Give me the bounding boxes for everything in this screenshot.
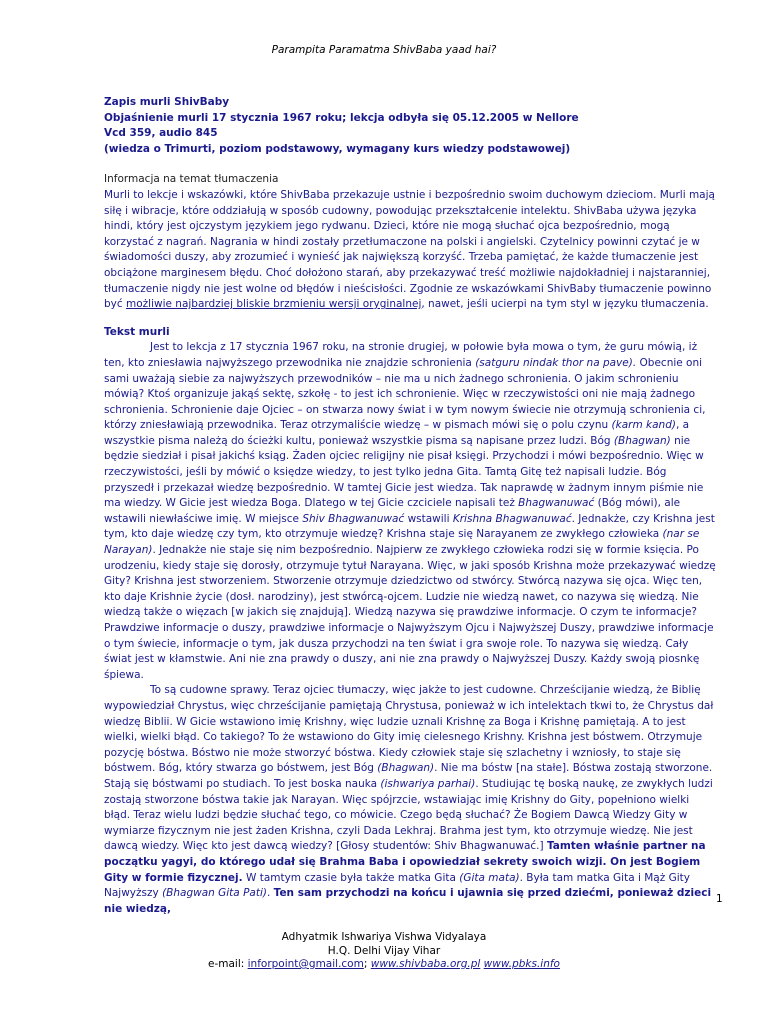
murli-paragraph-1: Jest to lekcja z 17 stycznia 1967 roku, na stronie drugiej, w połowie była mowa o tym, że guru mówią, iż ten, kto zniesławia najwyższego przewodnika nie znajdzie schronienia (satguru nindak thor na pave). Obecnie oni sami uważają siebie za najwyższych przewodników – nie ma u nich żadnego schronienia. O jakim schronieniu mówią? Ktoś organizuje jakąś sektę, szkołę - to jest ich schronienie. Więc w rzeczywistości oni nie mają żadnego schronienia. Schronienie daje Ojciec – on stwarza nowy świat i w tym nowym świecie nie otrzymują schronienia ci, którzy zniesławiają przewodnika. Teraz otrzymaliście wiedzę – w pismach mówi się o polu czynu (karm kand), a wszystkie pisma należą do ścieżki kultu, ponieważ wszystkie pisma są napisane przez ludzi. Bóg (Bhagwan) nie będzie siedział i pisał jakichś ksiąg. Żaden ojciec religijny nie pisał księgi. Przychodzi i mówi bezpośrednio. Więc w rzeczywistości, jeśli by mówić o księdze wiedzy, to jest tylko jedna Gita. Tamtą Gitę też napisali ludzie. Bóg przyszedł i przekazał wiedzę bezpośrednio. W tamtej Gicie jest wiedza. Tak naprawdę w żadnym innym piśmie nie ma wiedzy. W Gicie jest wiedza Boga. Dlatego w tej Gicie czciciele napisali też Bhagwanuwać (Bóg mówi), ale wstawili niewłaściwe imię. W miejsce Shiv Bhagwanuwać wstawili Krishna Bhagwanuwać. Jednakże, czy Krishna jest tym, kto daje wiedzę czy tym, kto otrzymuje wiedzę? Krishna staje się Narayanem ze zwykłego człowieka (nar se Narayan). Jednakże nie staje się nim bezpośrednio. Najpierw ze zwykłego człowieka rodzi się w formie księcia. Po urodzeniu, kiedy staje się dorosły, otrzymuje tytuł Narayana. Więc, w jaki sposób Krishna może przekazywać wiedzę Gity? Krishna jest stworzeniem. Stworzenie otrzymuje dziedzictwo od stwórcy. Stwórcą nazywa się ojca. Więc ten, kto daje Krishnie życie (dosł. narodziny), jest stwórcą-ojcem. Ludzie nie wiedzą nawet, co nazywa się wiedzą. Nie wiedzą także o więzach [w jakich się znajdują]. Wiedzą nazywa się prawdziwe informacje. O czym te informacje? Prawdziwe informacje o duszy, prawdziwe informacje o Najwyższym Ojcu i Najwyższej Duszy, prawdziwe informacje o tym świecie, informacje o tym, jak dusza przychodzi na ten świat i gra swoje role. To nazywa się wiedzą. Cały świat jest w kłamstwie. Ani nie zna prawdy o duszy, ani nie zna prawdy o Najwyższej Duszy. Każdy swoją piosnkę śpiewa. bbox=[104, 341, 716, 681]
email-link[interactable]: inforpoint@gmail.com bbox=[247, 958, 364, 970]
bold-passage: Ten sam przychodzi na końcu i ujawnia się przed dziećmi, ponieważ dzieci nie wiedzą, bbox=[104, 887, 712, 915]
running-header: Parampita Paramatma ShivBaba yaad hai? bbox=[271, 44, 497, 56]
title-line-3: Vcd 359, audio 845 bbox=[104, 127, 218, 140]
website-link-shivbaba[interactable]: www.shivbaba.org.pl bbox=[370, 958, 481, 970]
footer-organization: Adhyatmik Ishwariya Vishwa Vidyalaya bbox=[281, 931, 487, 943]
page-body bbox=[104, 95, 718, 917]
bold-passage: Tamten właśnie partner na początku yagyi, do którego udał się Brahma Baba i opowiedział sekrety swoich wizji. On jest Bogiem Gity w formie fizycznej. bbox=[104, 840, 706, 884]
title-line-4: (wiedza o Trimurti, poziom podstawowy, wymagany kurs wiedzy podstawowej) bbox=[104, 142, 571, 155]
footer-contacts: e-mail: inforpoint@gmail.com; www.shivbaba.org.pl www.pbks.info bbox=[208, 958, 560, 970]
website-link-pbks[interactable]: www.pbks.info bbox=[483, 958, 560, 970]
page-number: 1 bbox=[716, 893, 723, 905]
translation-info-title: Informacja na temat tłumaczenia bbox=[104, 173, 279, 186]
emphasis-underlined: możliwie najbardziej bliskie brzmieniu wersji oryginalnej bbox=[126, 298, 422, 311]
murli-section-title: Tekst murli bbox=[104, 325, 170, 338]
page-footer bbox=[0, 931, 768, 972]
title-line-1: Zapis murli ShivBaby bbox=[104, 96, 230, 108]
title-line-2: Objaśnienie murli 17 stycznia 1967 roku; lekcja odbyła się 05.12.2005 w Nellore bbox=[104, 111, 579, 124]
murli-paragraph-2: To są cudowne sprawy. Teraz ojciec tłumaczy, więc jakże to jest cudowne. Chrześcijanie wiedzą, że Biblię wypowiedział Chrystus, więc chrześcijanie pamiętają Chrystusa, ponieważ w ich intelektach tkwi to, że Chrystus dał wiedzę Biblii. W Gicie wstawiono imię Krishny, więc ludzie uznali Krishnę za Boga i Krishnę pamiętają. A to jest wielki, wielki błąd. Co takiego? To że wstawiono do Gity imię cielesnego Krishny. Krishna jest bóstwem. Otrzymuje pozycję bóstwa. Bóstwo nie może stworzyć bóstwa. Kiedy człowiek staje się szlachetny i wzniosły, to staje się bóstwem. Bóg, który stwarza go bóstwem, jest Bóg (Bhagwan). Nie ma bóstw [na stałe]. Bóstwa zostają stworzone. Stają się bóstwami po studiach. To jest boska nauka (ishwariya parhai). Studiując tę boską naukę, ze zwykłych ludzi zostają stworzone bóstwa takie jak Narayan. Więc spójrzcie, wstawiając imię Krishny do Gity, popełniono wielki błąd. Teraz wielu ludzi będzie słuchać tego, co mówicie. Czego będą słuchać? Że Bogiem Dawcą Wiedzy Gity w wymiarze fizycznym nie jest żaden Krishna, czyli Dada Lekhraj. Brahma jest tym, kto otrzymuje wiedzę. Nie jest dawcą wiedzy. Więc kto jest dawcą wiedzy? [Głosy studentów: Shiv Bhagwanuwać.] Tamten właśnie partner na początku yagyi, do którego udał się Brahma Baba i opowiedział sekrety swoich wizji. On jest Bogiem Gity w formie fizycznej. W tamtym czasie była także matka Gita (Gita mata). Była tam matka Gita i Mąż Gity Najwyższy (Bhagwan Gita Pati). Ten sam przychodzi na końcu i ujawnia się przed dziećmi, ponieważ dzieci nie wiedzą, bbox=[104, 684, 714, 915]
translation-info-paragraph: Murli to lekcje i wskazówki, które ShivBaba przekazuje ustnie i bezpośrednio swoim duchowym dzieciom. Murli mają siłę i wibracje, które oddziałują w sposób cudowny, powodując przekształcenie intelektu. ShivBaba używa języka hindi, który jest ojczystym językiem jego rydwanu. Dzieci, które nie mogą słuchać ojca bezpośrednio, mogą korzystać z nagrań. Nagrania w hindi zostały przetłumaczone na polski i angielski. Czytelnicy powinni czytać je w świadomości duszy, aby zrozumieć i wynieść jak największą korzyść. Trzeba pamiętać, że każde tłumaczenie jest obciążone marginesem błędu. Choć dołożono starań, aby przekazywać treść możliwie najdokładniej i najstaranniej, tłumaczenie nigdy nie jest wolne od błędów i nieścisłości. Zgodnie ze wskazówkami ShivBaby tłumaczenie powinno być możliwie najbardziej bliskie brzmieniu wersji oryginalnej, nawet, jeśli ucierpi na tym styl w języku tłumaczenia. bbox=[104, 188, 715, 311]
footer-address: H.Q. Delhi Vijay Vihar bbox=[327, 944, 441, 957]
